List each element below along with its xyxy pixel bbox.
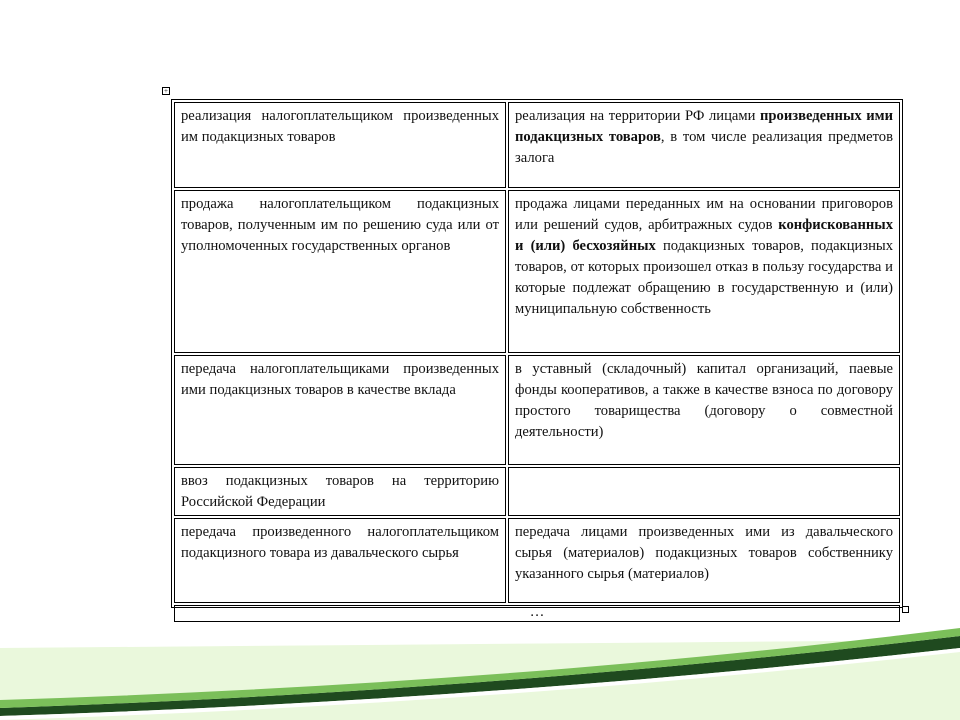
table-row (174, 605, 900, 622)
table-cell: реализация налогоплательщиком произведенных им подакцизных товаров (174, 102, 506, 188)
table-footer-cell: … (174, 605, 900, 622)
table-cell: передача лицами произведенных ими из давальческого сырья (материалов) подакцизных товаров собственнику указанного сырья (материалов) (508, 518, 900, 603)
table-move-handle-icon[interactable]: + (162, 87, 170, 95)
table-cell: продажа налогоплательщиком подакцизных товаров, полученным им по решению суда или от уполномоченных государственных органов (174, 190, 506, 353)
table-cell (508, 467, 900, 516)
table-cell: реализация на территории РФ лицами произведенных ими подакцизных товаров, в том числе реализация предметов залога (508, 102, 900, 188)
table-row (174, 467, 900, 516)
table-cell: ввоз подакцизных товаров на территорию Российской Федерации (174, 467, 506, 516)
table-cell: передача произведенного налогоплательщиком подакцизного товара из давальческого сырья (174, 518, 506, 603)
table-resize-handle-icon[interactable] (902, 606, 909, 613)
table-row (174, 102, 900, 188)
table-row (174, 190, 900, 353)
table-cell: продажа лицами переданных им на основании приговоров или решений судов, арбитражных судов конфискованных и (или) бесхозяйных подакцизных товаров, подакцизных товаров, от которых произошел отказ в пользу государства и которые подлежат обращению в государственную и (или) муниципальную собственность (508, 190, 900, 353)
excise-table (171, 99, 903, 620)
table-cell: передача налогоплательщиками произведенных ими подакцизных товаров в качестве вклада (174, 355, 506, 465)
table-row (174, 518, 900, 603)
table-cell: в уставный (складочный) капитал организаций, паевые фонды кооперативов, а также в качестве взноса по договору простого товарищества (договору о совместной деятельности) (508, 355, 900, 465)
table-row (174, 355, 900, 465)
